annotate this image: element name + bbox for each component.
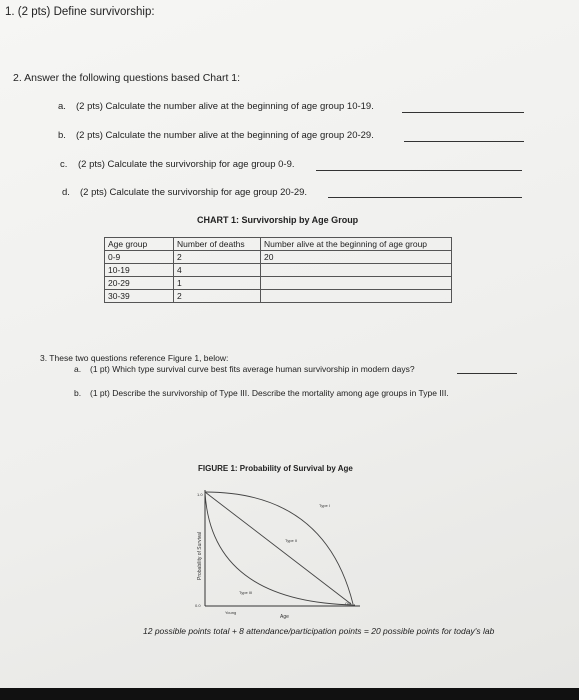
cell-age: 20-29 — [105, 277, 174, 290]
cell-age: 10-19 — [105, 264, 174, 277]
q2c-text: (2 pts) Calculate the survivorship for age group 0-9. — [78, 159, 295, 170]
question-3: 3. These two questions reference Figure 1, below: — [40, 353, 229, 363]
cell-deaths: 2 — [174, 290, 261, 303]
header-alive: Number alive at the beginning of age group — [261, 238, 452, 251]
q2d-answer-line[interactable] — [328, 197, 522, 198]
y-bottom-label: 0.0 — [195, 603, 201, 608]
chart1-title: CHART 1: Survivorship by Age Group — [197, 215, 359, 225]
bottom-shadow-edge — [0, 688, 579, 700]
q2c-answer-line[interactable] — [316, 170, 522, 171]
type2-label: Type II — [285, 538, 298, 543]
q3a-text: (1 pt) Which type survival curve best fits average human survivorship in modern days? — [90, 364, 415, 374]
table-row — [105, 264, 452, 277]
q2a-answer-line[interactable] — [402, 112, 524, 113]
cell-alive[interactable] — [261, 290, 452, 303]
q2d-text: (2 pts) Calculate the survivorship for age group 20-29. — [80, 187, 308, 198]
y-top-label: 1.0 — [197, 492, 203, 497]
q2c-letter: c. — [60, 159, 68, 170]
cell-deaths: 1 — [174, 277, 261, 290]
q2a-text: (2 pts) Calculate the number alive at the beginning of age group 10-19. — [76, 101, 374, 112]
x-right-label: Old — [345, 601, 352, 606]
q3a-letter: a. — [74, 364, 82, 374]
question-1: 1. (2 pts) Define survivorship: — [5, 6, 155, 18]
chart1-table — [104, 237, 452, 303]
q2b-letter: b. — [58, 130, 66, 141]
q3a-answer-line[interactable] — [457, 373, 517, 374]
question-2: 2. Answer the following questions based Chart 1: — [13, 72, 241, 84]
cell-alive[interactable]: 20 — [261, 251, 452, 264]
table-row — [105, 277, 452, 290]
x-axis-label: Age — [280, 614, 289, 620]
x-left-label: Young — [225, 610, 237, 615]
q3b-letter: b. — [74, 388, 82, 398]
table-row — [105, 251, 452, 264]
cell-deaths: 2 — [174, 251, 261, 264]
cell-alive[interactable] — [261, 264, 452, 277]
q2b-answer-line[interactable] — [404, 141, 524, 142]
figure1-title: FIGURE 1: Probability of Survival by Age — [198, 464, 353, 473]
cell-deaths: 4 — [174, 264, 261, 277]
header-age-group: Age group — [105, 238, 174, 251]
q3b-text: (1 pt) Describe the survivorship of Type III. Describe the mortality among age groups in Type III. — [90, 388, 449, 398]
cell-alive[interactable] — [261, 277, 452, 290]
type1-label: Type I — [319, 503, 330, 508]
table-row — [105, 290, 452, 303]
type3-label: Type III — [239, 590, 253, 595]
cell-age: 0-9 — [105, 251, 174, 264]
q2a-letter: a. — [58, 101, 66, 112]
cell-age: 30-39 — [105, 290, 174, 303]
q2b-text: (2 pts) Calculate the number alive at the beginning of age group 20-29. — [76, 130, 374, 141]
y-axis-label: Probability of Survival — [197, 531, 203, 580]
header-deaths: Number of deaths — [174, 238, 261, 251]
q2d-letter: d. — [62, 187, 70, 198]
figure1-survival-graph — [175, 480, 375, 620]
points-footer: 12 possible points total + 8 attendance/participation points = 20 possible points for today's lab — [143, 626, 495, 636]
